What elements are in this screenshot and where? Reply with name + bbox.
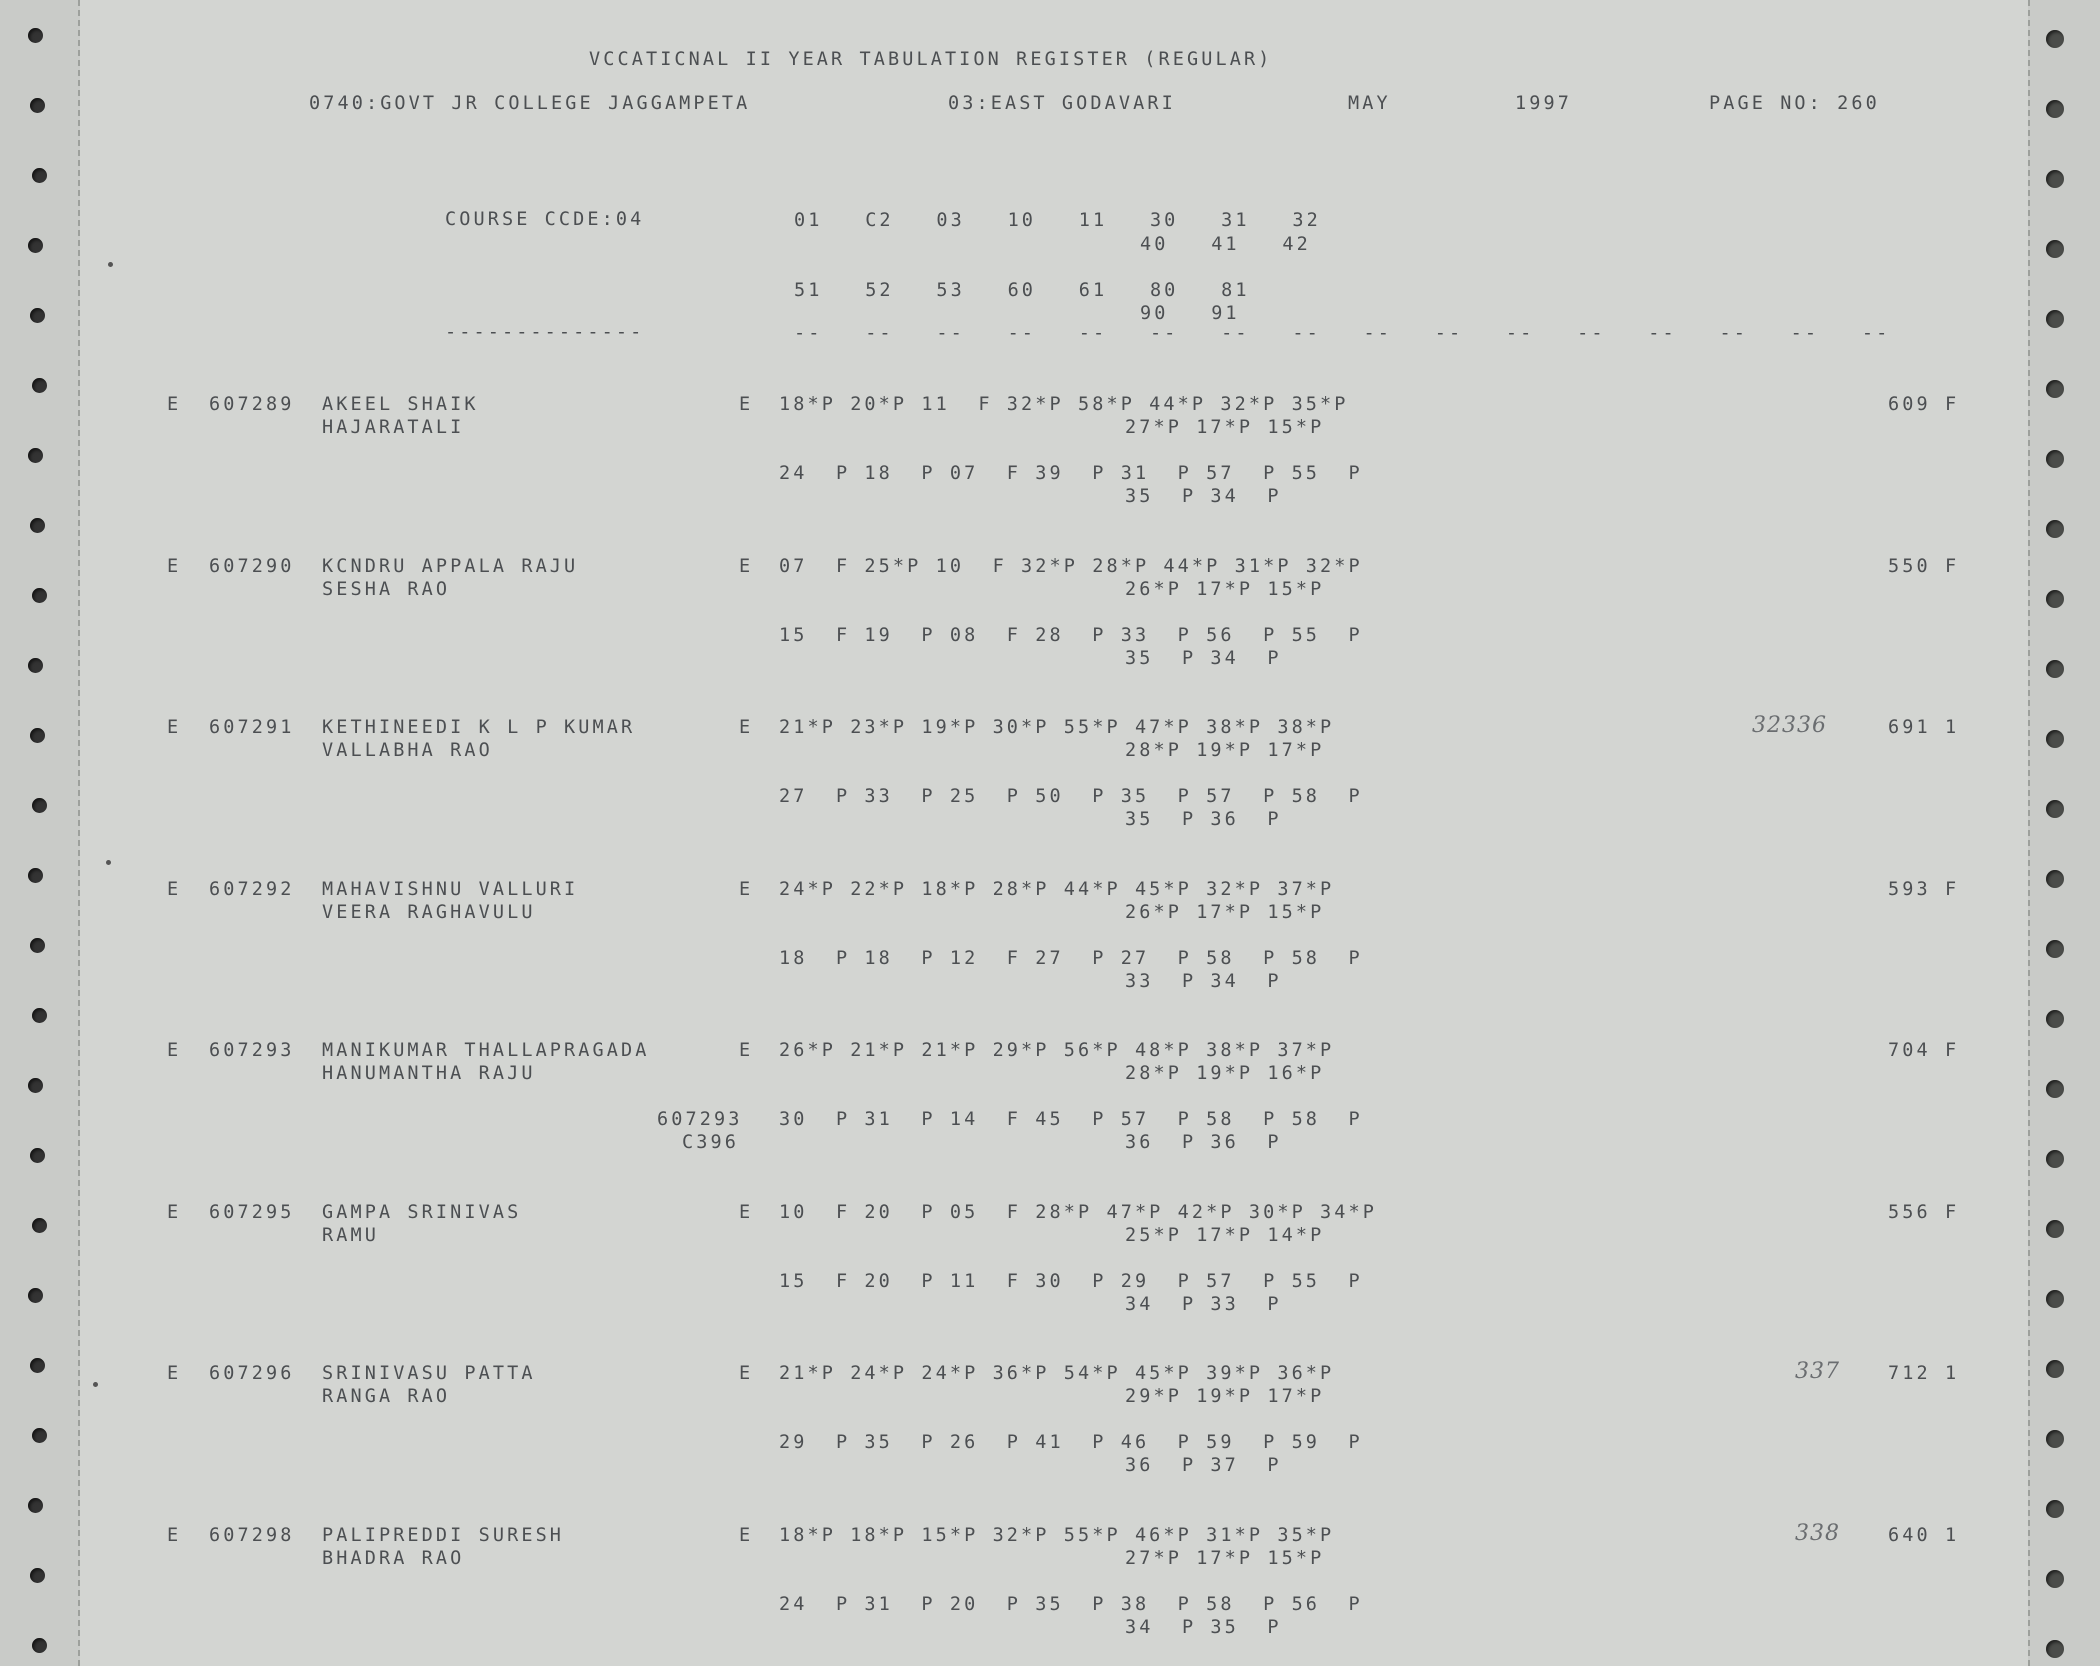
marks-row2: 24 P 18 P 07 F 39 P 31 P 57 P 55 P xyxy=(779,463,1363,484)
marks-row2-cont: 35 P 36 P xyxy=(1125,809,1282,830)
marks-row1-cont: 29*P 19*P 17*P xyxy=(1125,1386,1325,1407)
feed-hole xyxy=(32,588,47,603)
student-category: E xyxy=(167,555,182,577)
feed-hole xyxy=(2046,730,2064,748)
feed-hole xyxy=(2046,1430,2064,1448)
student-category: E xyxy=(167,717,182,738)
total-result: 609 F xyxy=(1888,394,1960,415)
student-name: GAMPA SRINIVAS xyxy=(322,1201,522,1223)
feed-hole xyxy=(30,1358,45,1373)
marks-row1: 26*P 21*P 21*P 29*P 56*P 48*P 38*P 37*P xyxy=(779,1040,1335,1061)
paper-speck xyxy=(106,860,111,865)
feed-hole xyxy=(28,1078,43,1093)
father-name: SESHA RAO xyxy=(322,578,451,600)
feed-hole xyxy=(2046,170,2064,188)
marks-row2-cont: 33 P 34 P xyxy=(1125,970,1282,992)
marks-row1: 21*P 24*P 24*P 36*P 54*P 45*P 39*P 36*P xyxy=(779,1363,1335,1384)
student-category: E xyxy=(167,1363,182,1384)
feed-hole xyxy=(28,448,43,463)
marks-row1: 24*P 22*P 18*P 28*P 44*P 45*P 32*P 37*P xyxy=(779,878,1335,900)
feed-hole xyxy=(28,1288,43,1303)
total-result: 550 F xyxy=(1888,555,1960,577)
feed-hole xyxy=(2046,940,2064,958)
feed-hole xyxy=(30,98,45,113)
course-code: COURSE CCDE:04 xyxy=(445,209,645,230)
feed-hole xyxy=(32,798,47,813)
feed-hole xyxy=(2046,310,2064,328)
marks-row1-cont: 28*P 19*P 16*P xyxy=(1125,1063,1325,1084)
total-result: 556 F xyxy=(1888,1201,1960,1223)
medium-code: E xyxy=(739,717,754,738)
marks-row2: 18 P 18 P 12 F 27 P 27 P 58 P 58 P xyxy=(779,947,1363,969)
father-name: HANUMANTHA RAJU xyxy=(322,1063,536,1084)
feed-hole xyxy=(2046,1010,2064,1028)
feed-hole xyxy=(2046,450,2064,468)
marks-row1-cont: 26*P 17*P 15*P xyxy=(1125,578,1325,600)
marks-row1: 10 F 20 P 05 F 28*P 47*P 42*P 30*P 34*P xyxy=(779,1201,1377,1223)
student-name: KETHINEEDI K L P KUMAR xyxy=(322,717,636,738)
marks-row2: 29 P 35 P 26 P 41 P 46 P 59 P 59 P xyxy=(779,1432,1363,1453)
right-tractor-strip xyxy=(2028,0,2100,1666)
feed-hole xyxy=(2046,520,2064,538)
roll-number: 607298 xyxy=(209,1524,295,1546)
marks-row2: 27 P 33 P 25 P 50 P 35 P 57 P 58 P xyxy=(779,786,1363,807)
feed-hole xyxy=(2046,590,2064,608)
reference-code: C396 xyxy=(682,1132,739,1153)
feed-hole xyxy=(28,658,43,673)
student-name: MAHAVISHNU VALLURI xyxy=(322,878,579,900)
feed-hole xyxy=(30,938,45,953)
student-category: E xyxy=(167,1040,182,1061)
feed-hole xyxy=(2046,1220,2064,1238)
feed-hole xyxy=(2046,100,2064,118)
marks-row2-cont: 36 P 36 P xyxy=(1125,1132,1282,1153)
feed-hole xyxy=(32,1428,47,1443)
father-name: HAJARATALI xyxy=(322,417,465,438)
subject-codes-row1: 01 C2 03 10 11 30 31 32 xyxy=(794,210,1321,231)
student-name: AKEEL SHAIK xyxy=(322,394,479,415)
feed-hole xyxy=(2046,240,2064,258)
feed-hole xyxy=(2046,1080,2064,1098)
roll-number: 607291 xyxy=(209,717,295,738)
father-name: VALLABHA RAO xyxy=(322,740,493,761)
handwritten-note: 32336 xyxy=(1752,713,1827,738)
roll-number: 607290 xyxy=(209,555,295,577)
father-name: VEERA RAGHAVULU xyxy=(322,901,536,923)
marks-row2-cont: 35 P 34 P xyxy=(1125,647,1282,669)
column-dashes: -- -- -- -- -- -- -- -- -- -- -- -- -- -- -- -- xyxy=(794,323,1891,344)
medium-code: E xyxy=(739,1363,754,1384)
handwritten-note: 338 xyxy=(1795,1520,1840,1546)
student-name: MANIKUMAR THALLAPRAGADA xyxy=(322,1040,650,1061)
feed-hole xyxy=(28,868,43,883)
medium-code: E xyxy=(739,878,754,900)
page-number: PAGE NO: 260 xyxy=(1709,93,1880,114)
student-category: E xyxy=(167,1201,182,1223)
feed-hole xyxy=(30,308,45,323)
feed-hole xyxy=(32,1638,47,1653)
feed-hole xyxy=(2046,1640,2064,1658)
father-name: BHADRA RAO xyxy=(322,1547,465,1569)
subject-codes-row2: 51 52 53 60 61 80 81 xyxy=(794,280,1250,301)
father-name: RAMU xyxy=(322,1224,379,1246)
marks-row2: 24 P 31 P 20 P 35 P 38 P 58 P 56 P xyxy=(779,1593,1363,1615)
total-result: 712 1 xyxy=(1888,1363,1960,1384)
marks-row2-cont: 36 P 37 P xyxy=(1125,1455,1282,1476)
marks-row1-cont: 28*P 19*P 17*P xyxy=(1125,740,1325,761)
course-underline: -------------- xyxy=(445,322,645,343)
exam-year: 1997 xyxy=(1515,93,1572,114)
student-name: PALIPREDDI SURESH xyxy=(322,1524,565,1546)
marks-row2: 15 F 19 P 08 F 28 P 33 P 56 P 55 P xyxy=(779,624,1363,646)
medium-code: E xyxy=(739,394,754,415)
roll-number: 607289 xyxy=(209,394,295,415)
reference-number: 607293 xyxy=(657,1109,743,1130)
feed-hole xyxy=(2046,870,2064,888)
marks-row1-cont: 26*P 17*P 15*P xyxy=(1125,901,1325,923)
medium-code: E xyxy=(739,1040,754,1061)
feed-hole xyxy=(32,1008,47,1023)
roll-number: 607296 xyxy=(209,1363,295,1384)
subject-codes-row1-cont: 40 41 42 xyxy=(1140,234,1311,255)
marks-row2-cont: 34 P 33 P xyxy=(1125,1293,1282,1315)
feed-hole xyxy=(30,1568,45,1583)
feed-hole xyxy=(30,728,45,743)
district-name: 03:EAST GODAVARI xyxy=(948,93,1176,114)
feed-hole xyxy=(2046,1290,2064,1308)
student-category: E xyxy=(167,878,182,900)
feed-hole xyxy=(2046,1150,2064,1168)
feed-hole xyxy=(28,1498,43,1513)
feed-hole xyxy=(2046,660,2064,678)
medium-code: E xyxy=(739,555,754,577)
marks-row2-cont: 35 P 34 P xyxy=(1125,486,1282,507)
subject-codes-row2-cont: 90 91 xyxy=(1140,303,1240,324)
roll-number: 607295 xyxy=(209,1201,295,1223)
marks-row2: 30 P 31 P 14 F 45 P 57 P 58 P 58 P xyxy=(779,1109,1363,1130)
marks-row1-cont: 25*P 17*P 14*P xyxy=(1125,1224,1325,1246)
roll-number: 607292 xyxy=(209,878,295,900)
feed-hole xyxy=(2046,1500,2064,1518)
feed-hole xyxy=(2046,1360,2064,1378)
feed-hole xyxy=(30,1148,45,1163)
feed-hole xyxy=(32,1218,47,1233)
marks-row1: 21*P 23*P 19*P 30*P 55*P 47*P 38*P 38*P xyxy=(779,717,1335,738)
paper-speck xyxy=(93,1382,98,1387)
feed-hole xyxy=(2046,30,2064,48)
total-result: 640 1 xyxy=(1888,1524,1960,1546)
feed-hole xyxy=(30,518,45,533)
total-result: 593 F xyxy=(1888,878,1960,900)
marks-row1: 18*P 18*P 15*P 32*P 55*P 46*P 31*P 35*P xyxy=(779,1524,1335,1546)
student-category: E xyxy=(167,1524,182,1546)
marks-row2-cont: 34 P 35 P xyxy=(1125,1616,1282,1638)
marks-row1: 07 F 25*P 10 F 32*P 28*P 44*P 31*P 32*P xyxy=(779,555,1363,577)
feed-hole xyxy=(32,168,47,183)
marks-row1: 18*P 20*P 11 F 32*P 58*P 44*P 32*P 35*P xyxy=(779,394,1349,415)
marks-row1-cont: 27*P 17*P 15*P xyxy=(1125,417,1325,438)
paper-speck xyxy=(108,262,113,267)
feed-hole xyxy=(28,28,43,43)
exam-month: MAY xyxy=(1348,93,1391,114)
student-name: KCNDRU APPALA RAJU xyxy=(322,555,579,577)
medium-code: E xyxy=(739,1524,754,1546)
student-name: SRINIVASU PATTA xyxy=(322,1363,536,1384)
feed-hole xyxy=(32,378,47,393)
feed-hole xyxy=(2046,380,2064,398)
roll-number: 607293 xyxy=(209,1040,295,1061)
feed-hole xyxy=(2046,800,2064,818)
total-result: 704 F xyxy=(1888,1040,1960,1061)
total-result: 691 1 xyxy=(1888,717,1960,738)
college-name: 0740:GOVT JR COLLEGE JAGGAMPETA xyxy=(309,93,751,114)
student-category: E xyxy=(167,394,182,415)
marks-row1-cont: 27*P 17*P 15*P xyxy=(1125,1547,1325,1569)
handwritten-note: 337 xyxy=(1795,1359,1840,1384)
marks-row2: 15 F 20 P 11 F 30 P 29 P 57 P 55 P xyxy=(779,1270,1363,1292)
father-name: RANGA RAO xyxy=(322,1386,451,1407)
register-title: VCCATICNAL II YEAR TABULATION REGISTER (REGULAR) xyxy=(589,49,1273,70)
feed-hole xyxy=(2046,1570,2064,1588)
feed-hole xyxy=(28,238,43,253)
medium-code: E xyxy=(739,1201,754,1223)
